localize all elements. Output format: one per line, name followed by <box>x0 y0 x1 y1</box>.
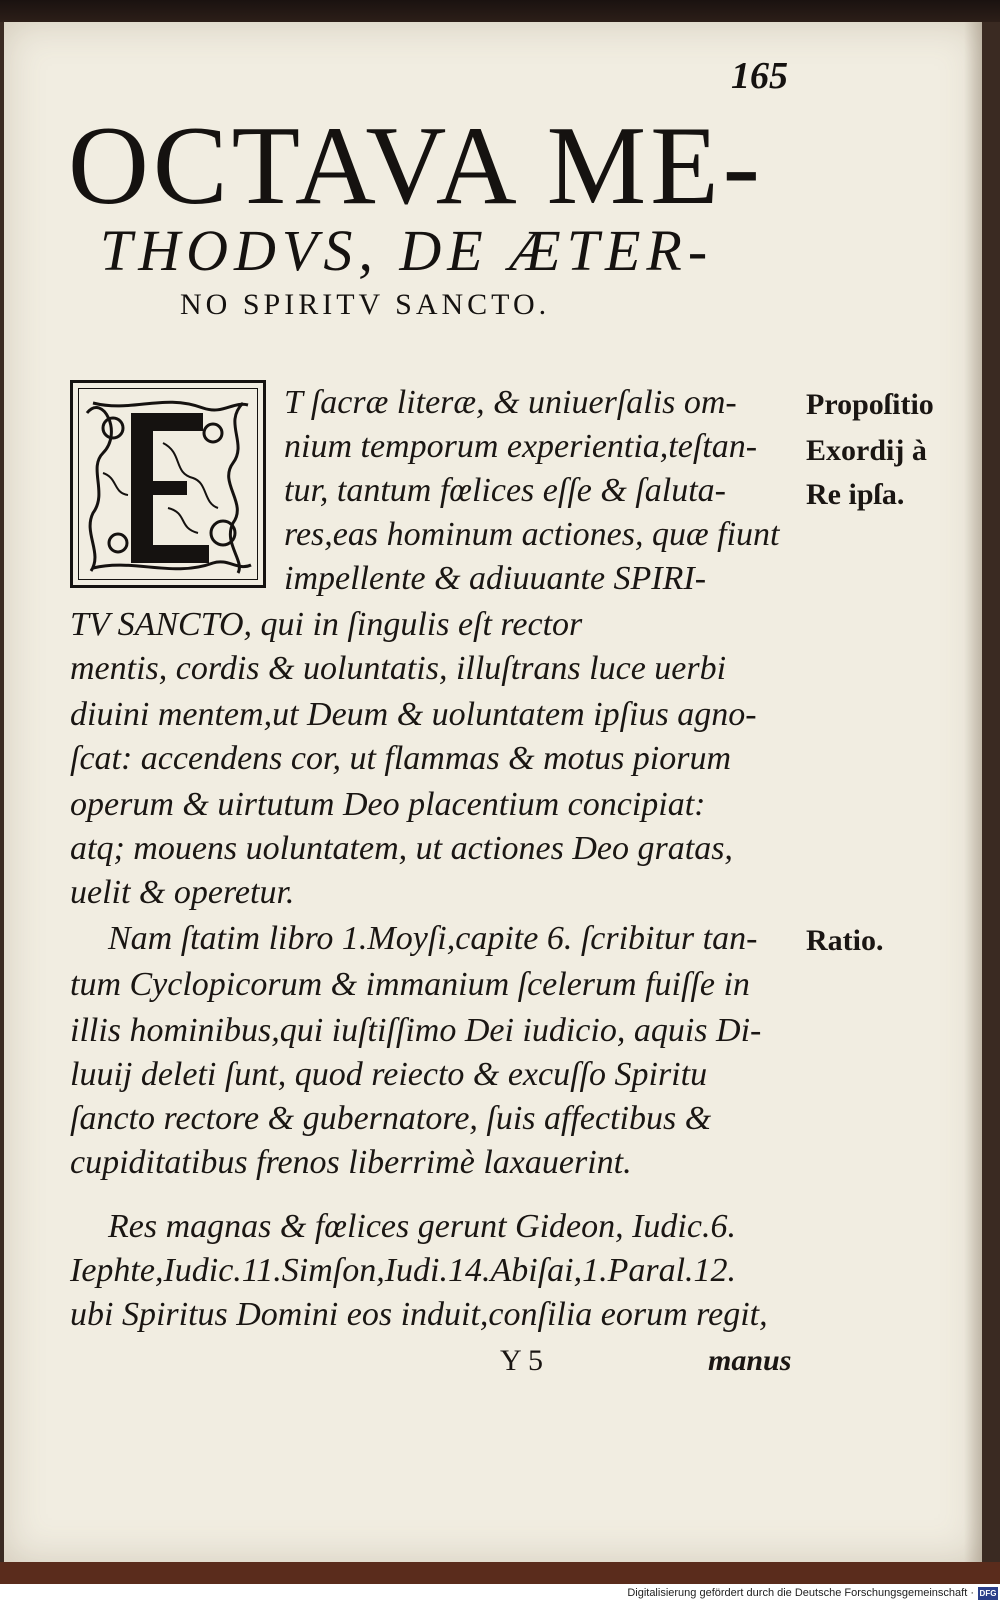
text-line: T ſacræ literæ, & uniuerſalis om- <box>284 384 737 421</box>
margin-note-line: Exordij à <box>806 434 927 467</box>
text-line: res,eas hominum actiones, quæ fiunt <box>284 516 780 553</box>
text-line: ſancto rectore & gubernatore, ſuis affectibus & <box>70 1100 712 1137</box>
title-line-2: THODVS, DE ÆTER- <box>100 218 714 283</box>
text-line: diuini mentem,ut Deum & uoluntatem ipſius agno- <box>70 696 757 733</box>
ornament-foliage-icon <box>73 383 263 585</box>
text-line: Res magnas & fœlices gerunt Gideon, Iudic.6. <box>108 1208 736 1245</box>
scan-bottom-border <box>0 1562 1000 1584</box>
text-line: Nam ſtatim libro 1.Moyſi,capite 6. ſcribitur tan- <box>108 920 758 957</box>
text-line: TV SANCTO, qui in ſingulis eſt rector <box>70 606 583 643</box>
title-line-1: OCTAVA ME- <box>68 104 764 228</box>
text-line: tur, tantum fœlices eſſe & ſaluta- <box>284 472 726 509</box>
signature-mark: Y 5 <box>500 1344 544 1377</box>
text-line: ubi Spiritus Domini eos induit,conſilia eorum regit, <box>70 1296 768 1333</box>
catchword: manus <box>708 1344 792 1377</box>
text-line: nium temporum experientia,teſtan- <box>284 428 758 465</box>
margin-note-ratio: Ratio. <box>806 924 884 957</box>
text-line: ſcat: accendens cor, ut flammas & motus piorum <box>70 740 732 777</box>
text-line: cupiditatibus frenos liberrimè laxauerint. <box>70 1144 632 1181</box>
footer-bar <box>0 1584 1000 1604</box>
text-line: illis hominibus,qui iuſtiſſimo Dei iudicio, aquis Di- <box>70 1012 762 1049</box>
text-line: tum Cyclopicorum & immanium ſcelerum fuiſſe in <box>70 966 750 1003</box>
dfg-logo-icon: DFG <box>979 1589 997 1598</box>
text-line: operum & uirtutum Deo placentium concipiat: <box>70 786 706 823</box>
footer-credit: Digitalisierung gefördert durch die Deutsche Forschungsgemeinschaft · <box>627 1587 974 1599</box>
text-line: atq; mouens uoluntatem, ut actiones Deo gratas, <box>70 830 733 867</box>
page-number: 165 <box>731 55 788 97</box>
text-line: luuij deleti ſunt, quod reiecto & excuſſo Spiritu <box>70 1056 708 1093</box>
text-line: mentis, cordis & uoluntatis, illuſtrans luce uerbi <box>70 650 727 687</box>
margin-note-line: Propoſitio <box>806 388 934 421</box>
title-line-3: NO SPIRITV SANCTO. <box>180 288 551 321</box>
page-edge-shadow <box>964 22 982 1562</box>
decorated-initial <box>70 380 266 588</box>
text-line: Iephte,Iudic.11.Simſon,Iudi.14.Abiſai,1.Paral.12. <box>70 1252 737 1289</box>
text-line: impellente & adiuuante SPIRI- <box>284 560 707 597</box>
scan-top-border <box>0 0 1000 22</box>
text-line: uelit & operetur. <box>70 874 295 911</box>
margin-note-line: Re ipſa. <box>806 478 905 511</box>
